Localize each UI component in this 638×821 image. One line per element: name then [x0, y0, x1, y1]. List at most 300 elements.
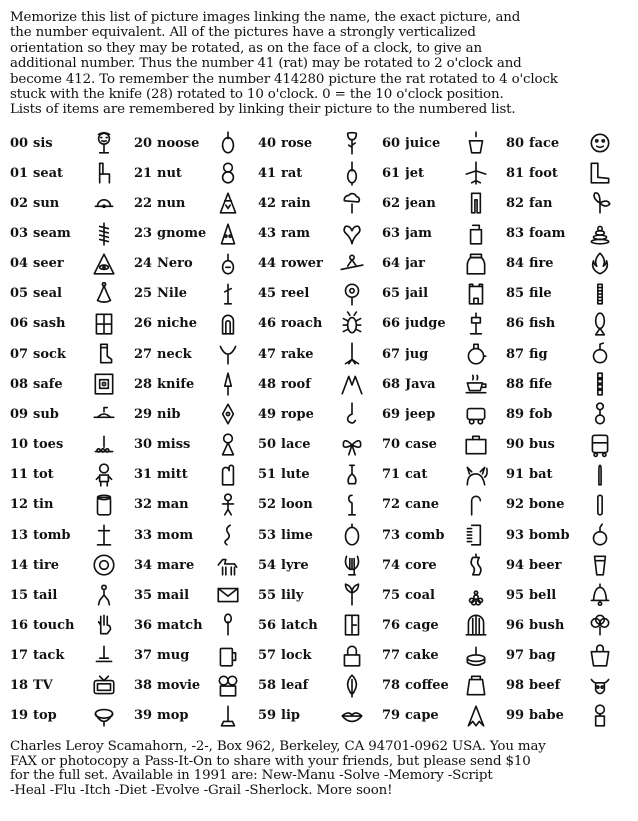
list-item-11: [10, 460, 134, 490]
list-item-76: [382, 610, 506, 640]
item-number: 29: [134, 406, 153, 422]
coal-icon: [462, 581, 490, 609]
item-word: tack: [33, 648, 65, 664]
rose-icon: [338, 129, 366, 157]
tail-icon: [90, 581, 118, 609]
item-number: 89: [506, 406, 525, 422]
list-item-60: [382, 128, 506, 158]
bell-icon: [586, 581, 614, 609]
babe-icon: [586, 702, 614, 730]
item-word: leaf: [281, 678, 309, 694]
intro-line: Lists of items are remembered by linking their picture to the numbered list.: [10, 102, 516, 118]
list-item-01: [10, 158, 134, 188]
gnome-icon: [214, 220, 242, 248]
item-word: rake: [281, 346, 314, 362]
item-word: bone: [529, 497, 565, 513]
item-number: 66: [382, 316, 401, 332]
item-word: seal: [33, 286, 62, 302]
item-number: 54: [258, 557, 277, 573]
list-item-63: [382, 218, 506, 248]
item-number: 47: [258, 346, 277, 362]
man-icon: [214, 491, 242, 519]
list-item-75: [382, 580, 506, 610]
tin-icon: [90, 491, 118, 519]
nib-icon: [214, 400, 242, 428]
item-number: 73: [382, 527, 401, 543]
toes-icon: [90, 431, 118, 459]
lock-icon: [338, 642, 366, 670]
judge-icon: [462, 310, 490, 338]
item-word: bag: [529, 648, 556, 664]
item-number: 59: [258, 708, 277, 724]
sun-icon: [90, 189, 118, 217]
item-number: 84: [506, 256, 525, 272]
list-item-59: [258, 701, 382, 731]
intro-line: additional number. Thus the number 41 (rat) may be rotated to 2 o'clock and: [10, 56, 522, 72]
seer-icon: [90, 250, 118, 278]
item-number: 39: [134, 708, 153, 724]
item-word: mare: [157, 557, 195, 573]
list-item-15: [10, 580, 134, 610]
ram-icon: [338, 220, 366, 248]
item-number: 52: [258, 497, 277, 513]
item-number: 92: [506, 497, 525, 513]
list-item-61: [382, 158, 506, 188]
bush-icon: [586, 611, 614, 639]
item-word: seat: [33, 165, 64, 181]
item-word: jug: [405, 346, 429, 362]
nile-icon: [214, 280, 242, 308]
item-number: 22: [134, 195, 153, 211]
item-word: noose: [157, 135, 200, 151]
intro-line: Memorize this list of picture images linking the name, the exact picture, and: [10, 10, 521, 25]
item-word: rain: [281, 195, 311, 211]
item-number: 87: [506, 346, 525, 362]
item-number: 09: [10, 406, 29, 422]
list-item-50: [258, 429, 382, 459]
list-item-79: [382, 701, 506, 731]
item-word: reel: [281, 286, 310, 302]
item-word: sash: [33, 316, 66, 332]
item-number: 71: [382, 467, 401, 483]
face-icon: [586, 129, 614, 157]
tv-icon: [90, 672, 118, 700]
list-item-48: [258, 369, 382, 399]
item-word: safe: [33, 376, 63, 392]
list-item-44: [258, 249, 382, 279]
item-number: 08: [10, 376, 29, 392]
bus-icon: [586, 431, 614, 459]
list-item-95: [506, 580, 630, 610]
list-item-16: [10, 610, 134, 640]
list-item-27: [134, 339, 258, 369]
list-item-25: [134, 279, 258, 309]
list-item-84: [506, 249, 630, 279]
item-number: 58: [258, 678, 277, 694]
item-number: 83: [506, 226, 525, 242]
match-icon: [214, 611, 242, 639]
item-word: tire: [33, 557, 60, 573]
intro-text: [10, 10, 630, 118]
item-word: bell: [529, 587, 557, 603]
list-item-94: [506, 550, 630, 580]
mug-icon: [214, 642, 242, 670]
tomb-icon: [90, 521, 118, 549]
item-number: 36: [134, 617, 153, 633]
item-word: cage: [405, 617, 439, 633]
list-item-51: [258, 460, 382, 490]
item-number: 15: [10, 587, 29, 603]
item-word: nib: [157, 406, 181, 422]
list-item-96: [506, 610, 630, 640]
item-number: 75: [382, 587, 401, 603]
jug-icon: [462, 340, 490, 368]
list-item-72: [382, 490, 506, 520]
item-word: mail: [157, 587, 190, 603]
item-word: top: [33, 708, 57, 724]
item-word: jet: [405, 165, 424, 181]
item-number: 12: [10, 497, 29, 513]
list-item-00: [10, 128, 134, 158]
fife-icon: [586, 370, 614, 398]
list-item-14: [10, 550, 134, 580]
item-number: 67: [382, 346, 401, 362]
item-word: jar: [405, 256, 425, 272]
item-number: 91: [506, 467, 525, 483]
tack-icon: [90, 642, 118, 670]
list-item-83: [506, 218, 630, 248]
item-word: sock: [33, 346, 66, 362]
list-item-04: [10, 249, 134, 279]
item-word: latch: [281, 617, 318, 633]
item-word: beer: [529, 557, 562, 573]
niche-icon: [214, 310, 242, 338]
list-item-92: [506, 490, 630, 520]
item-word: coffee: [405, 678, 449, 694]
list-item-30: [134, 429, 258, 459]
jar-icon: [462, 250, 490, 278]
item-word: roof: [281, 376, 311, 392]
sock-icon: [90, 340, 118, 368]
intro-line: become 412. To remember the number 414280 picture the rat rotated to 4 o'clock: [10, 71, 558, 87]
item-number: 10: [10, 437, 29, 453]
item-number: 31: [134, 467, 153, 483]
item-number: 65: [382, 286, 401, 302]
item-word: Nile: [157, 286, 188, 302]
list-item-53: [258, 520, 382, 550]
item-number: 77: [382, 648, 401, 664]
intro-line: the number equivalent. All of the pictures have a strongly verticalized: [10, 25, 476, 41]
list-item-55: [258, 580, 382, 610]
list-item-33: [134, 520, 258, 550]
item-number: 05: [10, 286, 29, 302]
item-number: 42: [258, 195, 277, 211]
item-word: seer: [33, 256, 64, 272]
picture-list-grid: [10, 128, 630, 731]
list-item-86: [506, 309, 630, 339]
item-number: 04: [10, 256, 29, 272]
item-word: bus: [529, 437, 555, 453]
safe-icon: [90, 370, 118, 398]
rain-icon: [338, 189, 366, 217]
item-word: judge: [405, 316, 446, 332]
intro-line: orientation so they may be rotated, as on the face of a clock, to give an: [10, 40, 482, 56]
item-number: 72: [382, 497, 401, 513]
list-item-18: [10, 671, 134, 701]
item-word: core: [405, 557, 437, 573]
item-number: 85: [506, 286, 525, 302]
fob-icon: [586, 400, 614, 428]
item-number: 68: [382, 376, 401, 392]
item-number: 62: [382, 195, 401, 211]
seal-icon: [90, 280, 118, 308]
coffee-icon: [462, 672, 490, 700]
item-number: 63: [382, 226, 401, 242]
item-word: sub: [33, 406, 59, 422]
item-word: bomb: [529, 527, 570, 543]
knife-icon: [214, 370, 242, 398]
item-word: fish: [529, 316, 556, 332]
list-item-85: [506, 279, 630, 309]
bomb-icon: [586, 521, 614, 549]
core-icon: [462, 551, 490, 579]
item-number: 30: [134, 437, 153, 453]
jail-icon: [462, 280, 490, 308]
list-item-32: [134, 490, 258, 520]
sash-icon: [90, 310, 118, 338]
item-word: lock: [281, 648, 312, 664]
item-number: 27: [134, 346, 153, 362]
java-icon: [462, 370, 490, 398]
item-number: 20: [134, 135, 153, 151]
item-word: ram: [281, 226, 311, 242]
item-number: 82: [506, 195, 525, 211]
footer-line: FAX or photocopy a Pass-It-On to share with your friends, but please send $10: [10, 753, 531, 769]
item-number: 13: [10, 527, 29, 543]
item-number: 21: [134, 165, 153, 181]
list-item-39: [134, 701, 258, 731]
item-word: tomb: [33, 527, 71, 543]
touch-icon: [90, 611, 118, 639]
item-word: tin: [33, 497, 54, 513]
comb-icon: [462, 521, 490, 549]
lily-icon: [338, 581, 366, 609]
item-number: 28: [134, 376, 153, 392]
mare-icon: [214, 551, 242, 579]
item-word: tot: [33, 467, 54, 483]
item-number: 44: [258, 256, 277, 272]
list-item-68: [382, 369, 506, 399]
list-item-06: [10, 309, 134, 339]
footer-text: [10, 740, 630, 798]
list-item-10: [10, 429, 134, 459]
item-number: 03: [10, 226, 29, 242]
item-word: movie: [157, 678, 201, 694]
item-number: 48: [258, 376, 277, 392]
list-item-74: [382, 550, 506, 580]
sis-icon: [90, 129, 118, 157]
list-item-20: [134, 128, 258, 158]
list-item-69: [382, 399, 506, 429]
mom-icon: [214, 521, 242, 549]
item-number: 06: [10, 316, 29, 332]
bone-icon: [586, 491, 614, 519]
latch-icon: [338, 611, 366, 639]
seam-icon: [90, 220, 118, 248]
item-number: 17: [10, 648, 29, 664]
list-item-58: [258, 671, 382, 701]
item-number: 86: [506, 316, 525, 332]
nut-icon: [214, 159, 242, 187]
item-word: lily: [281, 587, 304, 603]
list-item-52: [258, 490, 382, 520]
item-word: foot: [529, 165, 558, 181]
list-item-22: [134, 188, 258, 218]
item-word: jeep: [405, 406, 436, 422]
item-number: 33: [134, 527, 153, 543]
item-number: 78: [382, 678, 401, 694]
list-item-31: [134, 460, 258, 490]
jet-icon: [462, 159, 490, 187]
fire-icon: [586, 250, 614, 278]
item-number: 24: [134, 256, 153, 272]
list-item-17: [10, 641, 134, 671]
item-word: rat: [281, 165, 303, 181]
item-word: touch: [33, 617, 75, 633]
item-word: niche: [157, 316, 198, 332]
item-number: 49: [258, 406, 277, 422]
item-word: cake: [405, 648, 439, 664]
list-item-42: [258, 188, 382, 218]
list-item-80: [506, 128, 630, 158]
list-item-46: [258, 309, 382, 339]
list-item-24: [134, 249, 258, 279]
list-item-78: [382, 671, 506, 701]
list-item-29: [134, 399, 258, 429]
reel-icon: [338, 280, 366, 308]
item-number: 57: [258, 648, 277, 664]
item-number: 56: [258, 617, 277, 633]
item-number: 55: [258, 587, 277, 603]
rake-icon: [338, 340, 366, 368]
cage-icon: [462, 611, 490, 639]
item-word: loon: [281, 497, 313, 513]
list-item-65: [382, 279, 506, 309]
item-word: rower: [281, 256, 323, 272]
list-item-40: [258, 128, 382, 158]
sub-icon: [90, 400, 118, 428]
item-word: match: [157, 617, 203, 633]
cat-icon: [462, 461, 490, 489]
item-word: foam: [529, 226, 566, 242]
jam-icon: [462, 220, 490, 248]
item-word: neck: [157, 346, 192, 362]
list-item-38: [134, 671, 258, 701]
item-number: 99: [506, 708, 525, 724]
item-number: 97: [506, 648, 525, 664]
list-item-90: [506, 429, 630, 459]
footer-line: -Heal -Flu -Itch -Diet -Evolve -Grail -Sherlock. More soon!: [10, 782, 393, 798]
item-word: rose: [281, 135, 313, 151]
list-item-89: [506, 399, 630, 429]
footer-line: for the full set. Available in 1991 are: New-Manu -Solve -Memory -Script: [10, 768, 493, 783]
item-word: lime: [281, 527, 313, 543]
list-item-05: [10, 279, 134, 309]
list-item-26: [134, 309, 258, 339]
fig-icon: [586, 340, 614, 368]
item-number: 14: [10, 557, 29, 573]
list-item-98: [506, 671, 630, 701]
lime-icon: [338, 521, 366, 549]
item-number: 61: [382, 165, 401, 181]
footer-line: Charles Leroy Scamahorn, -2-, Box 962, Berkeley, CA 94701-0962 USA. You may: [10, 739, 546, 754]
item-word: rope: [281, 406, 314, 422]
mop-icon: [214, 702, 242, 730]
item-number: 64: [382, 256, 401, 272]
item-word: cat: [405, 467, 428, 483]
miss-icon: [214, 431, 242, 459]
list-item-56: [258, 610, 382, 640]
item-word: fan: [529, 195, 553, 211]
item-word: fire: [529, 256, 554, 272]
item-number: 34: [134, 557, 153, 573]
item-word: mom: [157, 527, 194, 543]
movie-icon: [214, 672, 242, 700]
item-word: jail: [405, 286, 429, 302]
fan-icon: [586, 189, 614, 217]
item-number: 35: [134, 587, 153, 603]
item-number: 51: [258, 467, 277, 483]
list-item-13: [10, 520, 134, 550]
list-item-97: [506, 641, 630, 671]
list-item-49: [258, 399, 382, 429]
item-number: 53: [258, 527, 277, 543]
cane-icon: [462, 491, 490, 519]
item-number: 93: [506, 527, 525, 543]
intro-line: stuck with the knife (28) rotated to 10 o'clock. 0 = the 10 o'clock position.: [10, 87, 504, 103]
list-item-88: [506, 369, 630, 399]
item-word: tail: [33, 587, 58, 603]
item-word: coal: [405, 587, 435, 603]
fish-icon: [586, 310, 614, 338]
list-item-07: [10, 339, 134, 369]
item-word: fig: [529, 346, 548, 362]
item-number: 88: [506, 376, 525, 392]
item-number: 23: [134, 226, 153, 242]
neck-icon: [214, 340, 242, 368]
foot-icon: [586, 159, 614, 187]
item-word: nun: [157, 195, 186, 211]
list-item-81: [506, 158, 630, 188]
list-item-57: [258, 641, 382, 671]
list-item-64: [382, 249, 506, 279]
beef-icon: [586, 672, 614, 700]
item-word: fife: [529, 376, 553, 392]
item-word: file: [529, 286, 552, 302]
item-word: mug: [157, 648, 190, 664]
item-number: 81: [506, 165, 525, 181]
item-word: bat: [529, 467, 553, 483]
item-number: 98: [506, 678, 525, 694]
list-item-34: [134, 550, 258, 580]
nun-icon: [214, 189, 242, 217]
list-item-87: [506, 339, 630, 369]
item-word: lip: [281, 708, 300, 724]
item-number: 94: [506, 557, 525, 573]
item-number: 60: [382, 135, 401, 151]
list-item-36: [134, 610, 258, 640]
list-item-02: [10, 188, 134, 218]
